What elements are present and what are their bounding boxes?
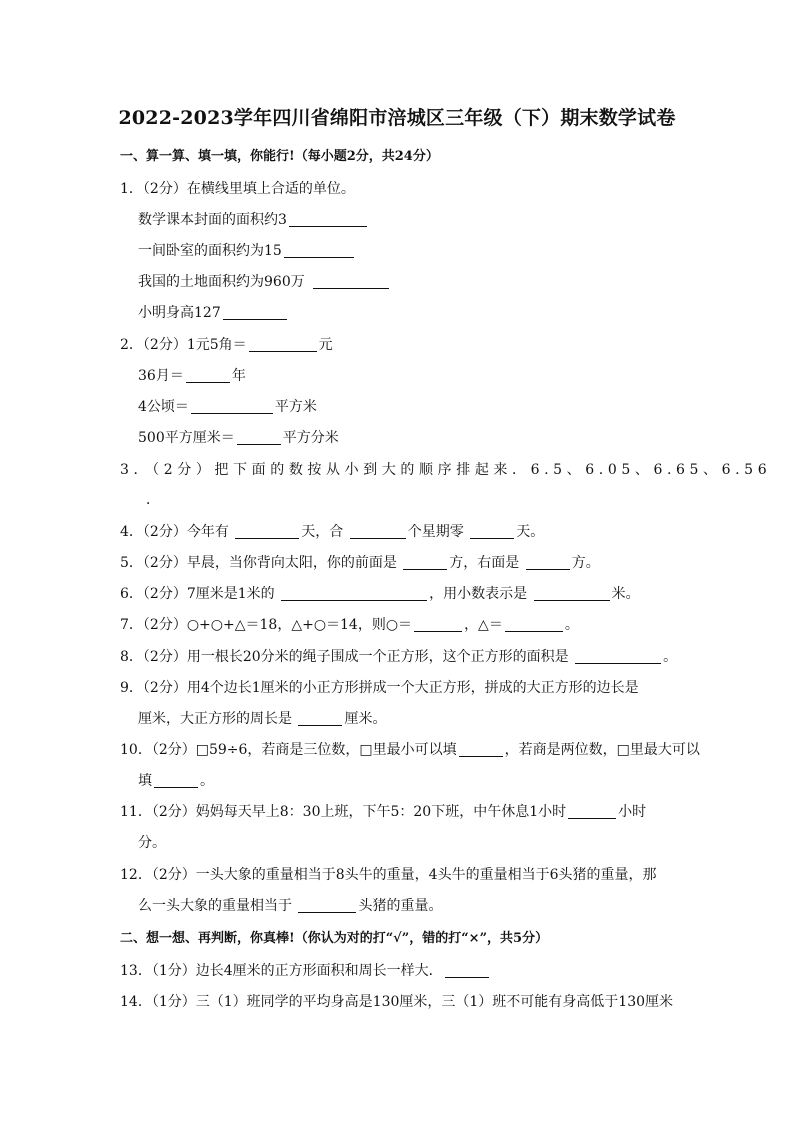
question-13: 13．（1分）边长4厘米的正方形面积和周长一样大． xyxy=(120,960,491,980)
answer-blank[interactable] xyxy=(154,773,198,788)
question-9-cont: 厘米，大正方形的周长是 厘米。 xyxy=(138,711,387,727)
question-2-sub-4: 500平方厘米＝ 平方分米 xyxy=(138,430,339,446)
answer-blank[interactable] xyxy=(313,274,389,289)
question-1-sub-3: 我国的土地面积约为960万 xyxy=(138,271,391,291)
answer-blank[interactable] xyxy=(470,524,514,539)
question-11-cont: 分。 xyxy=(138,835,166,851)
question-3-tail: ． xyxy=(146,492,160,508)
page-title: 2022-2023学年四川省绵阳市涪城区三年级（下）期末数学试卷 xyxy=(118,107,676,129)
section-2-heading: 二、想一想、再判断，你真棒!（你认为对的打“√”，错的打“×”，共5分） xyxy=(120,931,549,946)
question-2-sub-2: 36月＝ 年 xyxy=(138,368,246,384)
answer-blank[interactable] xyxy=(289,212,367,227)
answer-blank[interactable] xyxy=(403,555,447,570)
question-10-cont: 填 。 xyxy=(138,773,214,789)
question-9: 9．（2分）用4个边长1厘米的小正方形拼成一个大正方形，拼成的大正方形的边长是 xyxy=(120,680,639,696)
question-1-sub-4: 小明身高127 xyxy=(138,302,289,322)
answer-blank[interactable] xyxy=(235,524,299,539)
question-14: 14．（1分）三（1）班同学的平均身高是130厘米，三（1）班不可能有身高低于130厘米 xyxy=(120,994,674,1010)
answer-blank[interactable] xyxy=(526,555,570,570)
answer-blank[interactable] xyxy=(281,586,427,601)
question-1-sub-2: 一间卧室的面积约为15 xyxy=(138,240,356,260)
question-5: 5．（2分）早晨，当你背向太阳，你的前面是 方，右面是 方。 xyxy=(120,555,600,571)
question-7: 7．（2分）○+○+△＝18，△+○＝14，则○＝ ，△＝ 。 xyxy=(120,617,579,633)
question-10: 10．（2分）□59÷6，若商是三位数，□里最小可以填 ，若商是两位数，□里最大可以 xyxy=(120,742,700,758)
question-2-sub-3: 4公顷＝ 平方米 xyxy=(138,399,317,415)
question-12-cont: 么一头大象的重量相当于 头猪的重量。 xyxy=(138,898,443,914)
answer-blank[interactable] xyxy=(534,586,610,601)
answer-blank[interactable] xyxy=(568,804,616,819)
question-1-sub-1: 数学课本封面的面积约3 xyxy=(138,209,369,229)
answer-blank[interactable] xyxy=(186,368,230,383)
question-11: 11．（2分）妈妈每天早上8：30上班，下午5：20下班，中午休息1小时 小时 xyxy=(120,804,647,820)
answer-blank[interactable] xyxy=(237,430,281,445)
question-4: 4．（2分）今年有 天，合 个星期零 天。 xyxy=(120,524,545,540)
question-6: 6．（2分）7厘米是1米的 ，用小数表示是 米。 xyxy=(120,586,640,602)
section-1-heading: 一、算一算、填一填，你能行!（每小题2分，共24分） xyxy=(120,149,439,164)
question-3: 3．（2分）把下面的数按从小到大的顺序排起来．6.5、6.05、6.65、6.56 xyxy=(120,462,772,478)
answer-blank[interactable] xyxy=(350,524,406,539)
question-8: 8．（2分）用一根长20分米的绳子围成一个正方形，这个正方形的面积是 。 xyxy=(120,649,678,665)
answer-blank[interactable] xyxy=(505,617,563,632)
question-2: 2．（2分）1元5角＝ 元 xyxy=(120,337,333,353)
answer-blank[interactable] xyxy=(414,617,462,632)
answer-blank[interactable] xyxy=(223,305,287,320)
question-12: 12．（2分）一头大象的重量相当于8头牛的重量，4头牛的重量相当于6头猪的重量，那 xyxy=(120,867,657,883)
answer-blank[interactable] xyxy=(191,399,273,414)
question-1: 1．（2分）在横线里填上合适的单位。 xyxy=(120,181,355,197)
answer-blank[interactable] xyxy=(298,711,342,726)
answer-blank[interactable] xyxy=(249,337,317,352)
answer-blank[interactable] xyxy=(575,649,661,664)
answer-blank[interactable] xyxy=(459,742,503,757)
answer-blank[interactable] xyxy=(284,243,354,258)
answer-blank[interactable] xyxy=(298,898,356,913)
answer-blank[interactable] xyxy=(445,963,489,978)
